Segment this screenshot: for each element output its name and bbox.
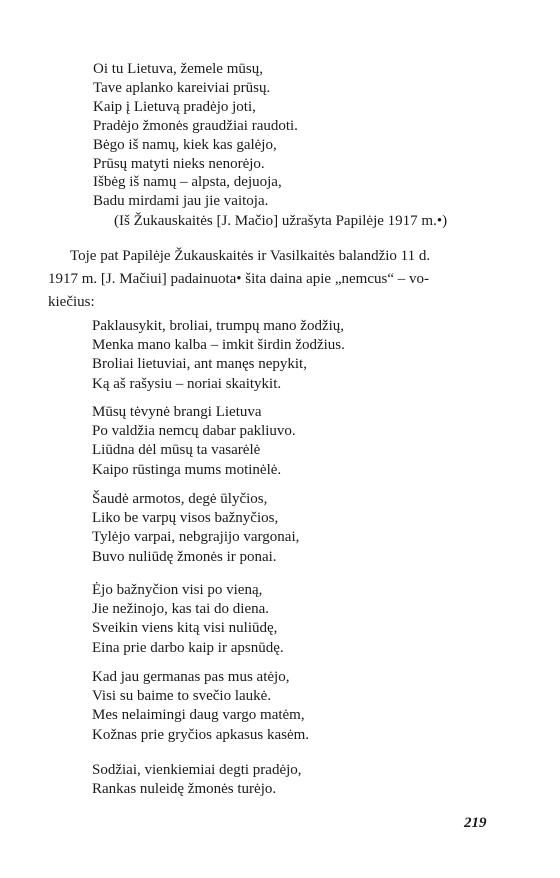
poem-stanza-3 [92,403,296,480]
prose-line: kiečius: [48,294,95,310]
poem-line: Sveikin viens kitą visi nuliūdę, [92,620,278,637]
poem-line: Oi tu Lietuva, žemele mūsų, [93,61,263,77]
poem-line: Tylėjo varpai, nebgrajijo vargonai, [92,529,300,546]
poem-line: Liūdna dėl mūsų ta vasarėlė [92,442,261,459]
source-note: (Iš Žukauskaitės [J. Mačio] užrašyta Papilėje 1917 m.•) [114,213,448,229]
poem-line: Jie nežinojo, kas tai do diena. [92,601,270,618]
poem-line: Ką aš rašysiu – noriai skaitykit. [92,375,282,392]
poem-line: Po valdžia nemcų dabar pakliuvo. [92,423,296,440]
poem-line: Tave aplanko kareiviai prūsų. [93,79,271,96]
poem-line: Kožnas prie gryčios apkasus kasėm. [92,726,310,743]
poem-line: Mūsų tėvynė brangi Lietuva [92,404,262,420]
poem-line: Badu mirdami jau jie vaitoja. [93,193,269,210]
prose-line: 1917 m. [J. Mačiui] padainuota• šita daina apie „nemcus“ – vo- [48,271,429,287]
prose-line: Toje pat Papilėje Žukauskaitės ir Vasilkaitės balandžio 11 d. [70,248,431,264]
poem-line: Sodžiai, vienkiemiai degti pradėjo, [92,762,302,778]
poem-line: Pradėjo žmonės graudžiai raudoti. [93,117,298,134]
poem-line: Prūsų matyti nieks nenorėjo. [93,155,265,172]
poem-line: Liko be varpų visos bažnyčios, [92,510,279,527]
poem-line: Bėgo iš namų, kiek kas galėjo, [93,136,277,153]
poem-line: Ėjo bažnyčion visi po vieną, [92,582,263,598]
poem-stanza-7 [92,761,302,799]
prose-paragraph [48,245,500,314]
poem-line: Buvo nuliūdę žmonės ir ponai. [92,548,277,565]
poem-line: Kad jau germanas pas mus atėjo, [92,669,290,685]
poem-line: Šaudė armotos, degė ūlyčios, [92,491,268,507]
poem-line: Menka mano kalba – imkit širdin žodžius. [92,337,345,354]
page-number: 219 [464,815,487,831]
poem-line: Paklausykit, broliai, trumpų mano žodžių, [92,318,345,334]
poem-stanza-2 [92,317,345,394]
poem-line: Kaip į Lietuvą pradėjo joti, [93,98,256,115]
poem-line: Rankas nuleidę žmonės turėjo. [92,781,277,798]
poem-line: Visi su baime to svečio laukė. [92,688,272,705]
poem-stanza-6 [92,668,309,745]
poem-line: Broliai lietuviai, ant manęs nepykit, [92,356,307,373]
poem-stanza-1 [93,60,298,211]
poem-stanza-5 [92,581,284,658]
poem-line: Išbėg iš namų – alpsta, dejuoja, [93,174,282,191]
poem-line: Kaipo rūstinga mums motinėlė. [92,461,282,478]
poem-stanza-4 [92,490,299,567]
poem-line: Mes nelaimingi daug vargo matėm, [92,707,305,724]
poem-line: Eina prie darbo kaip ir apsnūdę. [92,639,284,656]
